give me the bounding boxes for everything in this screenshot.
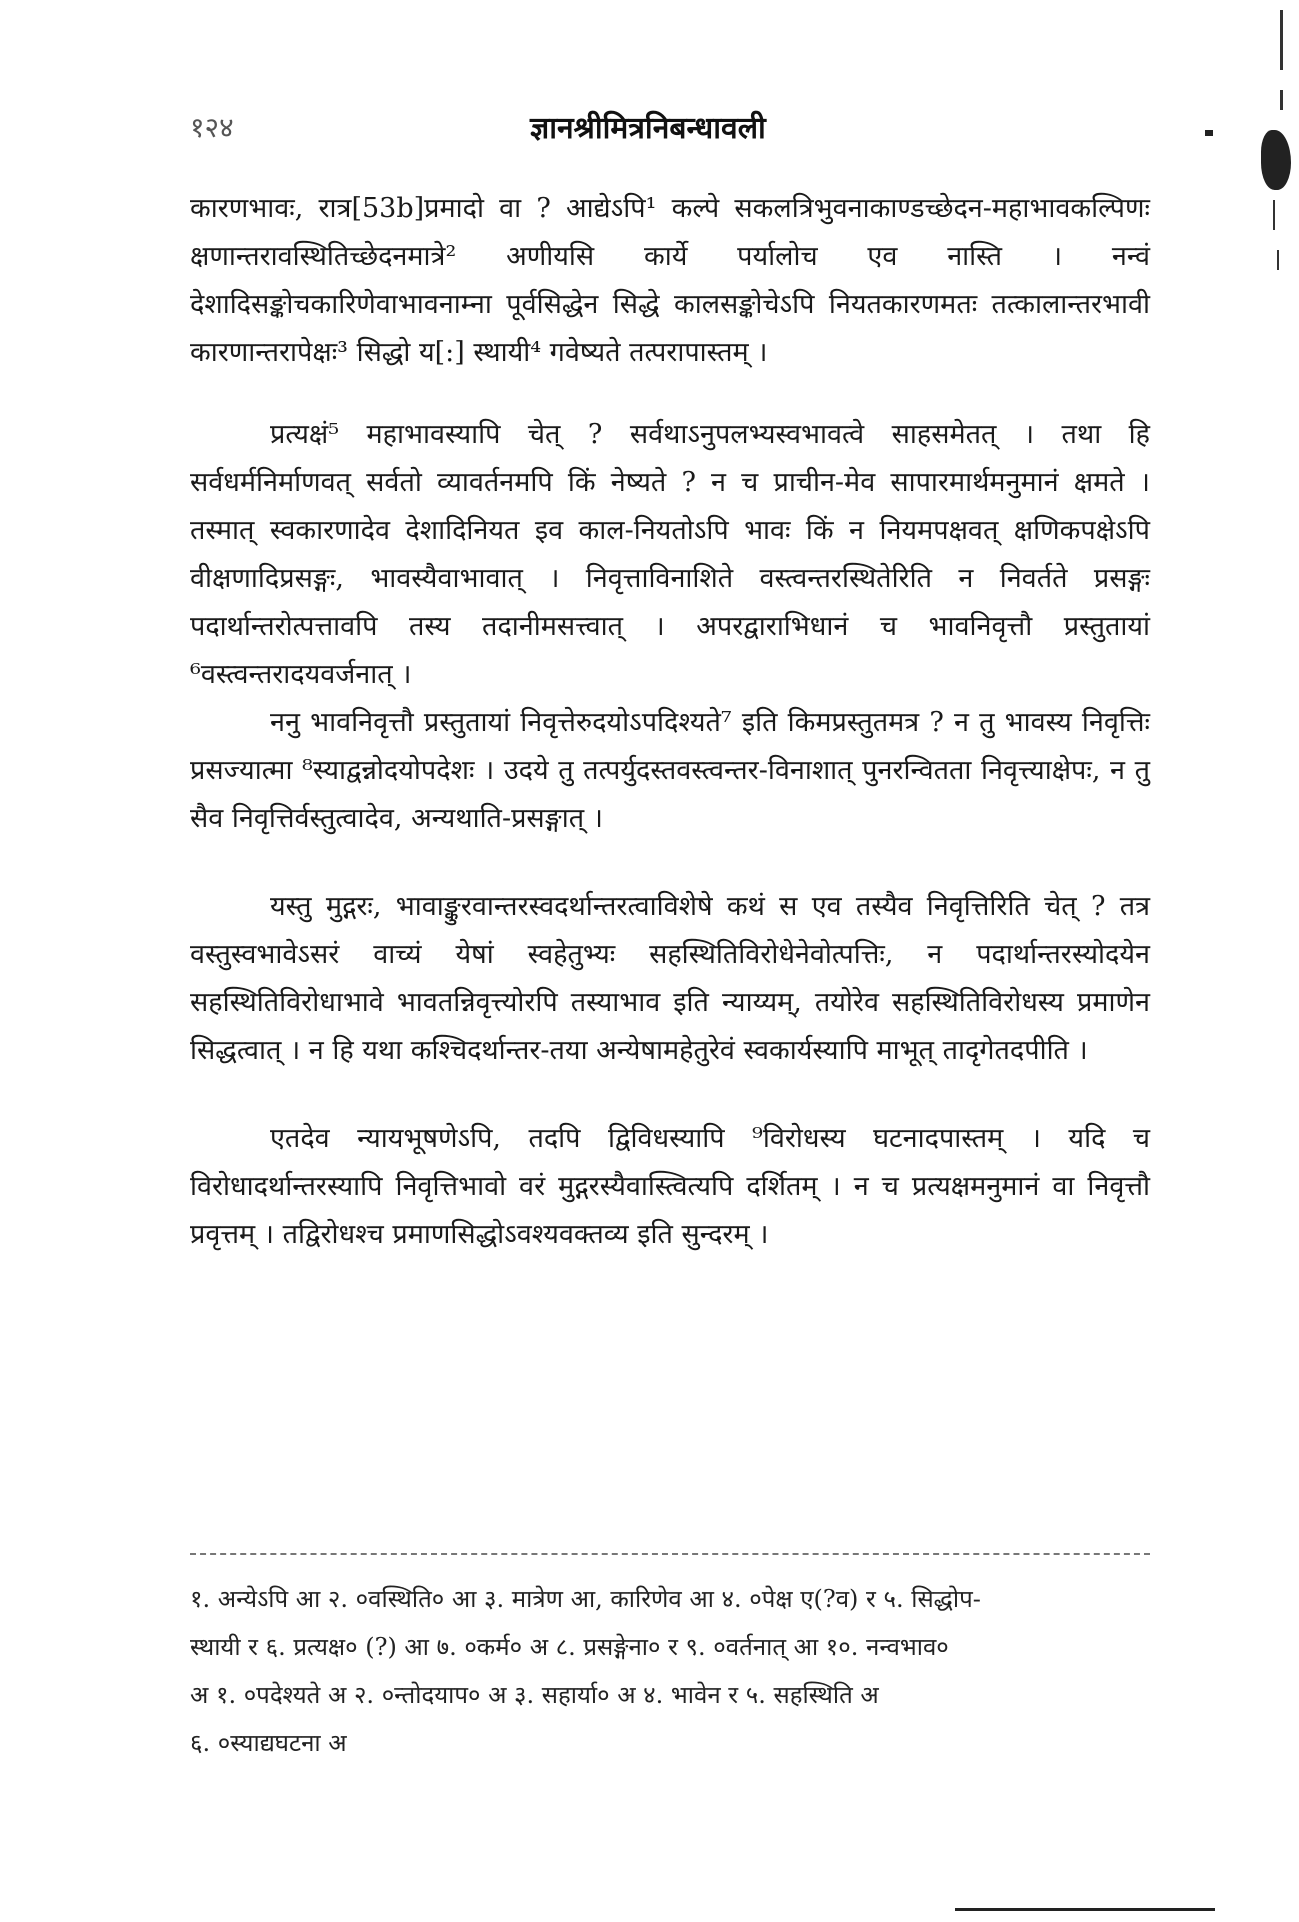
paragraph-2: प्रत्यक्षं⁵ महाभावस्यापि चेत् ? सर्वथाऽनुपलभ्यस्वभावत्वे साहसमेतत् । तथा हि सर्वधर्मनिर्माणवत् सर्वतो व्यावर्तनमपि किं नेष्यते ? न च प्राचीन-मेव सापारमार्थमनुमानं क्षमते । तस्मात् स्वकारणादेव देशादिनियत इव काल-नियतोऽपि भावः किं न नियमपक्षवत् क्षणिकपक्षेऽपि वीक्षणादिप्रसङ्गः, भावस्यैवाभावात् । निवृत्ताविनाशिते वस्त्वन्तरस्थितेरिति न निवर्तते प्रसङ्गः पदार्थान्तरोत्पत्तावपि तस्य तदानीमसत्त्वात् । अपरद्वाराभिधानं च भावनिवृत्तौ प्रस्तुतायां ⁶वस्त्वन्तरादयवर्जनात् । — [190, 419, 1150, 690]
footnotes — [190, 1575, 1150, 1767]
footnote-line: स्थायी र ६. प्रत्यक्ष० (?) आ ७. ०कर्म० अ ८. प्रसङ्गेना० र ९. ०वर्तनात् आ १०. नन्वभाव० — [190, 1633, 949, 1661]
body-text — [190, 185, 1150, 1299]
page-header — [190, 100, 1150, 150]
paragraph-1: कारणभावः, रात्र[53b]प्रमादो वा ? आद्येऽपि¹ कल्पे सकलत्रिभुवनाकाण्डच्छेदन-महाभावकल्पिणः क्षणान्तरावस्थितिच्छेदनमात्रे² अणीयसि कार्ये पर्यालोच एव नास्ति । नन्वं देशादिसङ्कोचकारिणेवाभावनाम्ना पूर्वसिद्धेन सिद्धे कालसङ्कोचेऽपि नियतकारणमतः तत्कालान्तरभावी कारणान्तरापेक्षः³ सिद्धो य[:] स्थायी⁴ गवेष्यते तत्परापास्तम् । — [190, 193, 1150, 368]
page-number: १२४ — [190, 111, 234, 144]
scan-dot — [1205, 130, 1213, 136]
paragraph-4: यस्तु मुद्गरः, भावाङ्कुरवान्तरस्वदर्थान्तरत्वाविशेषे कथं स एव तस्यैव निवृत्तिरिति चेत् ? तत्र वस्तुस्वभावेऽसरं वाच्यं येषां स्वहेतुभ्यः सहस्थितिविरोधेनेवोत्पत्तिः, न पदार्थान्तरस्योदयेन सहस्थितिविरोधाभावे भावतन्निवृत्त्योरपि तस्याभाव इति न्याय्यम्, तयोरेव सहस्थितिविरोधस्य प्रमाणेन सिद्धत्वात् । न हि यथा कश्चिदर्थान्तर-तया अन्येषामहेतुरेवं स्वकार्यस्यापि माभूत् तादृगेतदपीति । — [190, 891, 1150, 1066]
bottom-edge-line — [955, 1908, 1215, 1911]
running-title: ज्ञानश्रीमित्रनिबन्धावली — [530, 111, 766, 146]
paragraph-5: एतदेव न्यायभूषणेऽपि, तदपि द्विविधस्यापि ⁹विरोधस्य घटनादपास्तम् । यदि च विरोधादर्थान्तरस्यापि निवृत्तिभावो वरं मुद्गरस्यैवास्त्वित्यपि दर्शितम् । न च प्रत्यक्षमनुमानं वा निवृत्तौ प्रवृत्तम् । तद्विरोधश्च प्रमाणसिद्धोऽवश्यवक्तव्य इति सुन्दरम् । — [190, 1123, 1150, 1250]
footnote-line: १. अन्येऽपि आ २. ०वस्थिति० आ ३. मात्रेण आ, कारिणेव आ ४. ०पेक्ष ए(?व) र ५. सिद्धोप- — [190, 1585, 981, 1613]
footnote-separator — [190, 1553, 1150, 1555]
footnote-line: ६. ०स्याद्यघटना अ — [190, 1729, 347, 1757]
paragraph-3: ननु भावनिवृत्तौ प्रस्तुतायां निवृत्तेरुदयोऽपदिश्यते⁷ इति किमप्रस्तुतमत्र ? न तु भावस्य निवृत्तिः प्रसज्यात्मा ⁸स्याद्वन्नोदयोपदेशः । उदये तु तत्पर्युदस्तवस्त्वन्तर-विनाशात् पुनरन्वितता निवृत्त्याक्षेपः, न तु सैव निवृत्तिर्वस्तुत्वादेव, अन्यथाति-प्रसङ्गात् । — [190, 707, 1150, 834]
footnote-line: अ १. ०पदेश्यते अ २. ०न्तोदयाप० अ ३. सहार्या० अ ४. भावेन र ५. सहस्थिति अ — [190, 1681, 879, 1709]
